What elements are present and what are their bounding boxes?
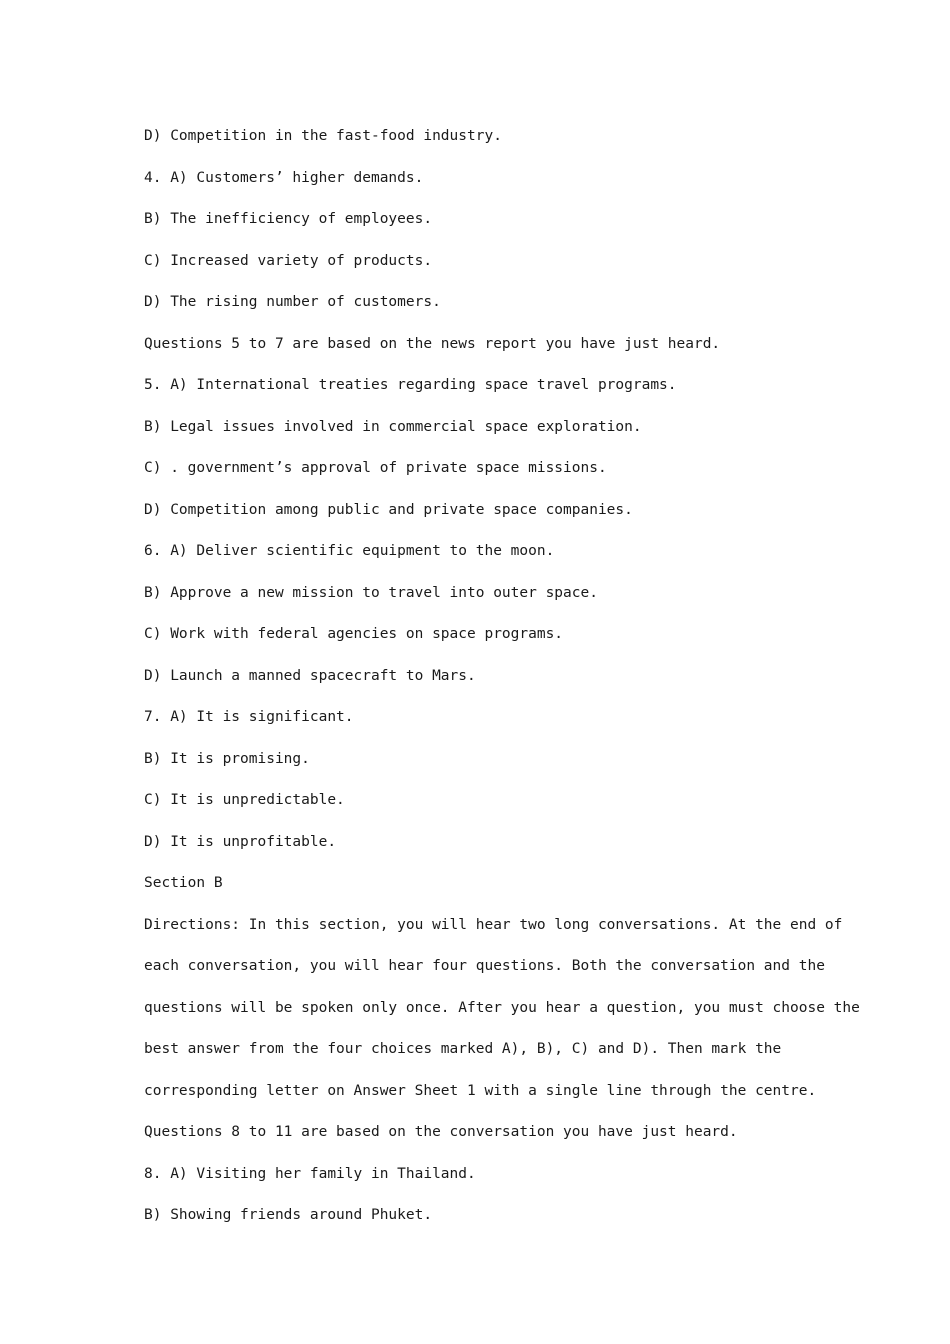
- section-b-heading: Section B: [144, 875, 223, 891]
- option-8b: B) Showing friends around Phuket.: [144, 1207, 433, 1223]
- option-5c: C) . government’s approval of private space missions.: [144, 460, 607, 476]
- document-page: [144, 118, 860, 1239]
- option-3d: D) Competition in the fast-food industry.: [144, 128, 502, 144]
- directions-line: Directions: In this section, you will hear two long conversations. At the end of: [144, 916, 843, 933]
- question-7-option-a: 7. A) It is significant.: [144, 709, 354, 725]
- option-7b: B) It is promising.: [144, 750, 310, 767]
- option-4b: B) The inefficiency of employees.: [144, 211, 433, 227]
- directions-line: corresponding letter on Answer Sheet 1 with a single line through the centre.: [144, 1082, 817, 1099]
- option-4c: C) Increased variety of products.: [144, 252, 433, 269]
- option-7c: C) It is unpredictable.: [144, 792, 345, 808]
- question-4-option-a: 4. A) Customers’ higher demands.: [144, 169, 424, 186]
- question-8-option-a: 8. A) Visiting her family in Thailand.: [144, 1165, 476, 1182]
- questions-5-7-intro: Questions 5 to 7 are based on the news report you have just heard.: [144, 335, 721, 352]
- option-6d: D) Launch a manned spacecraft to Mars.: [144, 667, 476, 684]
- question-5-option-a: 5. A) International treaties regarding space travel programs.: [144, 377, 677, 393]
- directions-line: questions will be spoken only once. After you hear a question, you must choose the: [144, 999, 860, 1016]
- option-6b: B) Approve a new mission to travel into outer space.: [144, 584, 598, 601]
- option-5b: B) Legal issues involved in commercial space exploration.: [144, 418, 642, 435]
- option-4d: D) The rising number of customers.: [144, 294, 441, 310]
- option-5d: D) Competition among public and private space companies.: [144, 501, 633, 518]
- question-6-option-a: 6. A) Deliver scientific equipment to the moon.: [144, 543, 555, 559]
- directions-line: each conversation, you will hear four questions. Both the conversation and the: [144, 958, 825, 974]
- section-b-directions: [144, 907, 860, 1115]
- questions-8-11-intro: Questions 8 to 11 are based on the conversation you have just heard.: [144, 1124, 738, 1140]
- option-6c: C) Work with federal agencies on space programs.: [144, 626, 564, 642]
- directions-line: best answer from the four choices marked A), B), C) and D). Then mark the: [144, 1041, 782, 1057]
- option-7d: D) It is unprofitable.: [144, 833, 337, 850]
